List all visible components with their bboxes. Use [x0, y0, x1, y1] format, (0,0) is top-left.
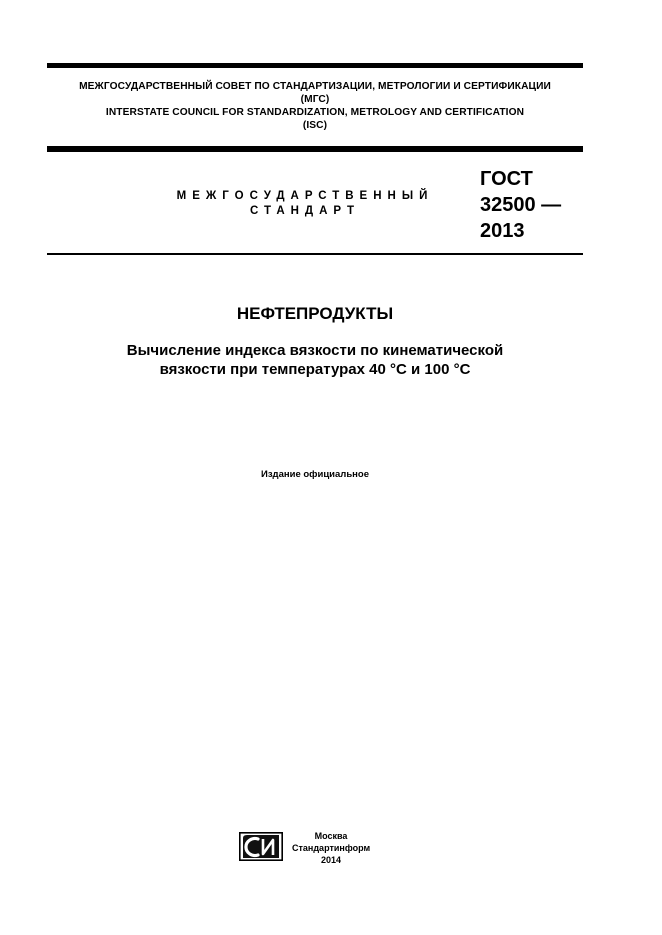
top-rule [47, 63, 583, 68]
standard-type [150, 189, 460, 219]
council-name-ru: МЕЖГОСУДАРСТВЕННЫЙ СОВЕТ ПО СТАНДАРТИЗАЦИИ, МЕТРОЛОГИИ И СЕРТИФИКАЦИИ [79, 81, 551, 92]
document-title: НЕФТЕПРОДУКТЫ [236, 304, 394, 323]
council-header [47, 80, 583, 132]
publisher-block [292, 830, 370, 866]
subtitle-line2: вязкости при температурах 40 °С и 100 °С [159, 361, 471, 378]
middle-rule [47, 146, 583, 152]
edition-note: Издание официальное [261, 469, 369, 480]
publication-year: 2014 [320, 855, 342, 865]
standard-type-line1: МЕЖГОСУДАРСТВЕННЫЙ [176, 190, 434, 202]
gost-designation [480, 166, 561, 244]
publisher-name: Стандартинформ [292, 843, 371, 853]
gost-number: 32500 — [480, 194, 562, 216]
standard-type-line2: СТАНДАРТ [250, 205, 360, 217]
subtitle-line1: Вычисление индекса вязкости по кинематической [126, 342, 504, 359]
gost-label: ГОСТ [480, 168, 533, 190]
council-abbr-en: (ISC) [302, 120, 328, 131]
standartinform-logo-icon [239, 832, 283, 861]
document-subtitle [47, 341, 583, 379]
gost-year: 2013 [480, 220, 525, 242]
council-abbr-ru: (МГС) [300, 94, 330, 105]
thin-rule [47, 253, 583, 255]
publisher-city: Москва [314, 831, 348, 841]
council-name-en: INTERSTATE COUNCIL FOR STANDARDIZATION, METROLOGY AND CERTIFICATION [105, 107, 525, 118]
